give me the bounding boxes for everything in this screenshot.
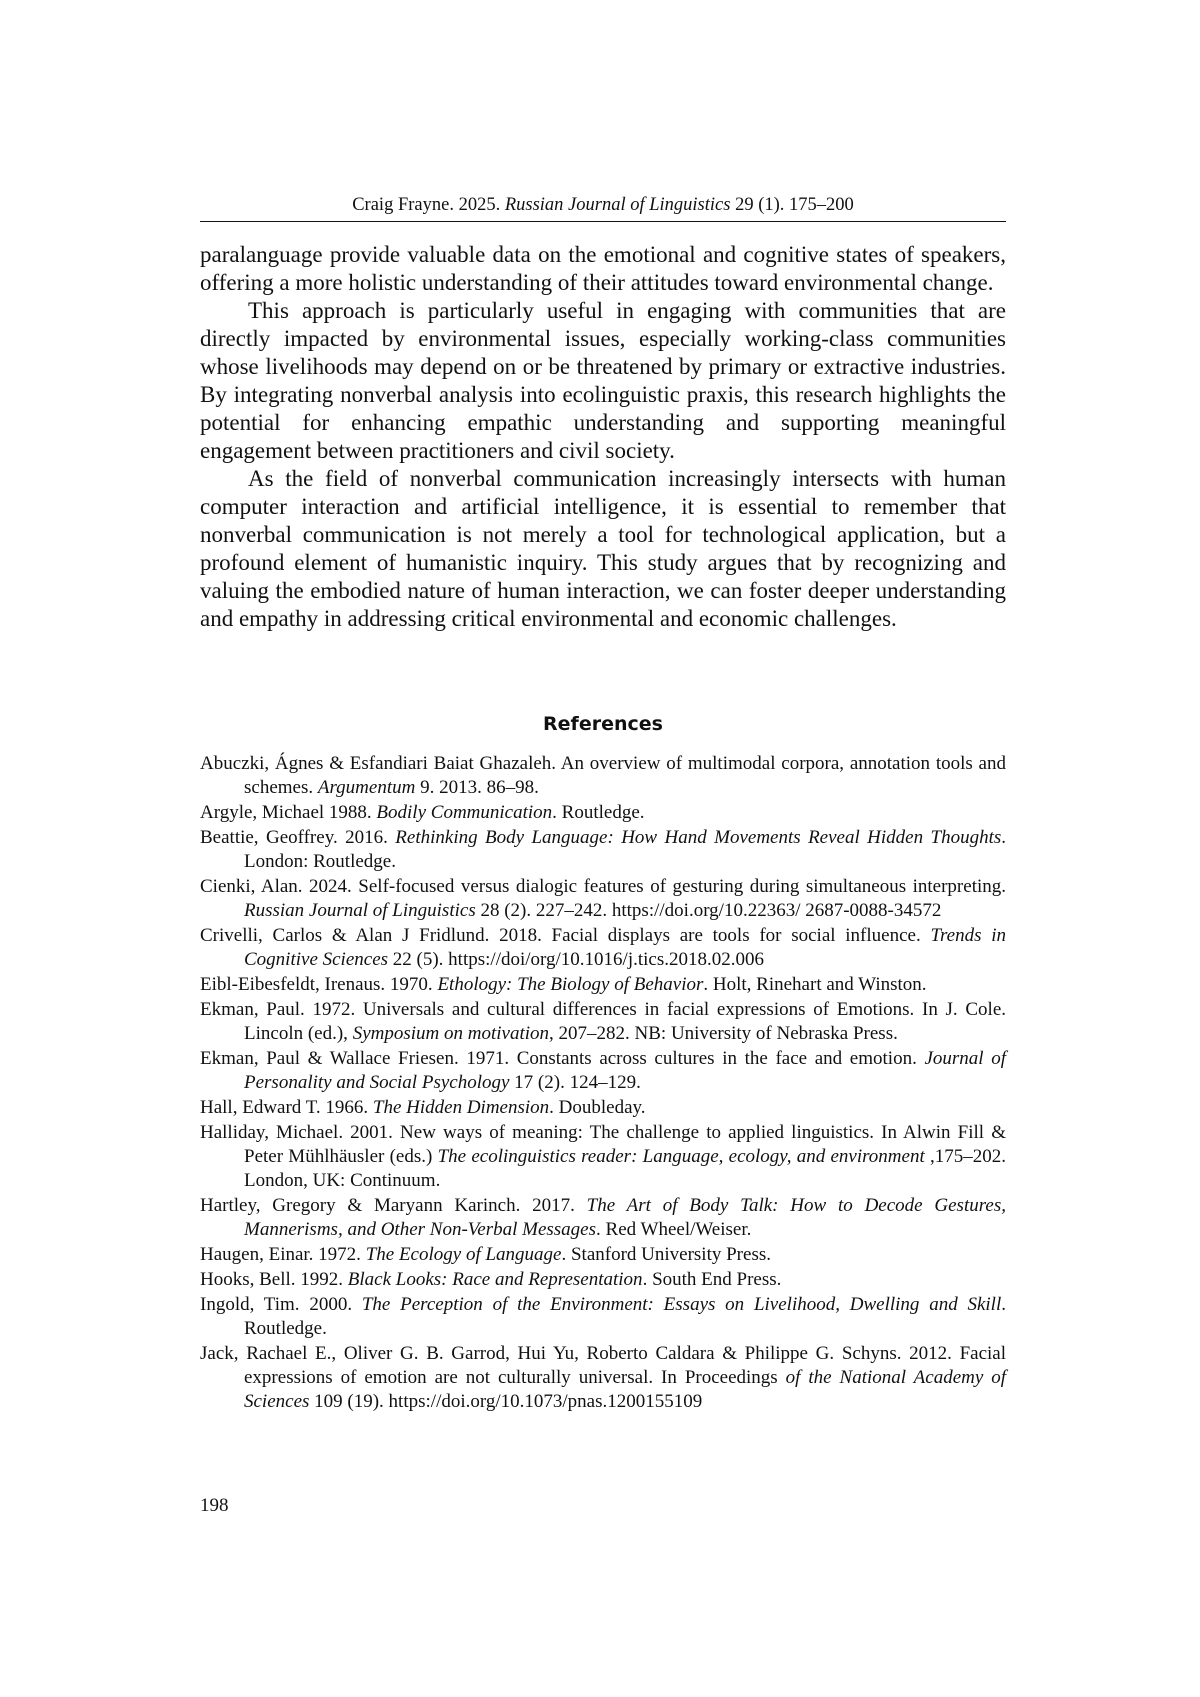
reference-title: Russian Journal of Linguistics — [244, 900, 476, 921]
reference-text: Jack, Rachael E., Oliver G. B. Garrod, Hui Yu, Roberto Caldara & Philippe G. Schyns. 2012. Facial expressions of emotion are not culturally universal. In Proceedings — [200, 1343, 1006, 1388]
reference-item — [200, 1342, 1006, 1414]
reference-text: Haugen, Einar. 1972. — [200, 1244, 366, 1265]
reference-text: Hartley, Gregory & Maryann Karinch. 2017. — [200, 1195, 587, 1216]
reference-title: of the National Academy of Sciences — [244, 1367, 1007, 1412]
reference-title: Symposium on motivation — [352, 1023, 550, 1044]
reference-text: 109 (19). https://doi.org/10.1073/pnas.1200155109 — [309, 1391, 703, 1412]
reference-item — [200, 875, 1006, 923]
reference-text: 17 (2). 124–129. — [509, 1072, 641, 1093]
running-head-issue: 29 (1). 175–200 — [730, 195, 854, 215]
reference-text: . Doubleday. — [549, 1097, 646, 1118]
reference-title: Rethinking Body Language: How Hand Movements Reveal Hidden Thoughts — [395, 827, 1002, 848]
reference-item — [200, 998, 1006, 1046]
reference-item — [200, 973, 1006, 997]
reference-text: Beattie, Geoffrey. 2016. — [200, 827, 396, 848]
reference-text: Hooks, Bell. 1992. — [200, 1269, 348, 1290]
reference-title: The ecolinguistics reader: Language, ecology, and environment — [437, 1146, 925, 1167]
reference-text: Ingold, Tim. 2000. — [200, 1294, 362, 1315]
reference-text: 9. 2013. 86–98. — [415, 777, 539, 798]
body-paragraph: paralanguage provide valuable data on the emotional and cognitive states of speakers, offering a more holistic understanding of their attitudes toward environmental change. — [200, 242, 1006, 295]
body-paragraph: As the field of nonverbal communication increasingly intersects with human computer interaction and artificial intelligence, it is essential to remember that nonverbal communication is not merely a tool for technological application, but a profound element of humanistic inquiry. This study argues that by recognizing and valuing the embodied nature of human interaction, we can foster deeper understanding and empathy in addressing critical environmental and economic challenges. — [200, 466, 1006, 631]
reference-title: Bodily Communication — [376, 802, 553, 823]
reference-text: , 207–282. NB: University of Nebraska Press. — [549, 1023, 898, 1044]
body-text — [200, 241, 1006, 633]
reference-item — [200, 826, 1006, 874]
reference-title: The Ecology of Language — [365, 1244, 562, 1265]
reference-title: Black Looks: Race and Representation — [347, 1269, 643, 1290]
reference-text: Ekman, Paul. 1972. Universals and cultural differences in facial expressions of Emotions. In J. Cole. Lincoln (ed.), — [200, 999, 1006, 1044]
reference-item — [200, 1293, 1006, 1341]
reference-title: Argumentum — [317, 777, 416, 798]
references-heading: References — [543, 713, 663, 735]
reference-title: The Perception of the Environment: Essays on Livelihood, Dwelling and Skill — [361, 1294, 1002, 1315]
reference-item — [200, 1047, 1006, 1095]
reference-text: 22 (5). https://doi/org/10.1016/j.tics.2018.02.006 — [388, 949, 764, 970]
header-rule — [200, 221, 1006, 222]
reference-text: Halliday, Michael. 2001. New ways of meaning: The challenge to applied linguistics. In Alwin Fill & Peter Mühlhäusler (eds.) — [200, 1122, 1006, 1167]
body-paragraph: This approach is particularly useful in engaging with communities that are directly impacted by environmental issues, especially working-class communities whose livelihoods may depend on or be threatened by primary or extractive industries. By integrating nonverbal analysis into ecolinguistic praxis, this research highlights the potential for enhancing empathic understanding and supporting meaningful engagement between practitioners and civil society. — [200, 298, 1006, 463]
reference-text: Argyle, Michael 1988. — [200, 802, 377, 823]
reference-text: Abuczki, Ágnes & Esfandiari Baiat Ghazaleh. An overview of multimodal corpora, annotation tools and schemes. — [200, 753, 1006, 798]
reference-text: . Stanford University Press. — [561, 1244, 771, 1265]
reference-item — [200, 801, 1006, 825]
reference-text: . Red Wheel/Weiser. — [596, 1219, 752, 1240]
reference-text: . Holt, Rinehart and Winston. — [703, 974, 927, 995]
running-head-journal: Russian Journal of Linguistics — [504, 195, 731, 215]
reference-title: Trends in Cognitive Sciences — [244, 925, 1006, 970]
page-number: 198 — [200, 1495, 229, 1516]
reference-item — [200, 1243, 1006, 1267]
reference-item — [200, 1194, 1006, 1242]
reference-text: Ekman, Paul & Wallace Friesen. 1971. Constants across cultures in the face and emotion. — [200, 1048, 925, 1069]
reference-text: 28 (2). 227–242. https://doi.org/10.22363/ 2687-0088-34572 — [475, 900, 942, 921]
running-head — [200, 194, 1006, 216]
reference-text: . Routledge. — [552, 802, 645, 823]
reference-list — [200, 752, 1006, 1415]
reference-item — [200, 1268, 1006, 1292]
reference-text: Hall, Edward T. 1966. — [200, 1097, 373, 1118]
reference-text: Cienki, Alan. 2024. Self-focused versus dialogic features of gesturing during simultaneous interpreting. — [200, 876, 1006, 897]
reference-text: . South End Press. — [642, 1269, 782, 1290]
reference-text: Crivelli, Carlos & Alan J Fridlund. 2018. Facial displays are tools for social influence. — [200, 925, 931, 946]
reference-title: The Art of Body Talk: How to Decode Gestures, Mannerisms, and Other Non-Verbal Messages — [244, 1195, 1006, 1240]
reference-text: . Routledge. — [244, 1294, 1006, 1339]
reference-text: ,175–202. London, UK: Continuum. — [244, 1146, 1007, 1191]
running-head-author: Craig Frayne. 2025. — [352, 195, 505, 215]
reference-title: Journal of Personality and Social Psychology — [244, 1048, 1006, 1093]
reference-title: Ethology: The Biology of Behavior — [437, 974, 704, 995]
reference-title: The Hidden Dimension — [372, 1097, 550, 1118]
reference-item — [200, 752, 1006, 800]
reference-item — [200, 1121, 1006, 1193]
reference-text: Eibl-Eibesfeldt, Irenaus. 1970. — [200, 974, 438, 995]
reference-text: . London: Routledge. — [244, 827, 1006, 872]
reference-item — [200, 1096, 1006, 1120]
reference-item — [200, 924, 1006, 972]
